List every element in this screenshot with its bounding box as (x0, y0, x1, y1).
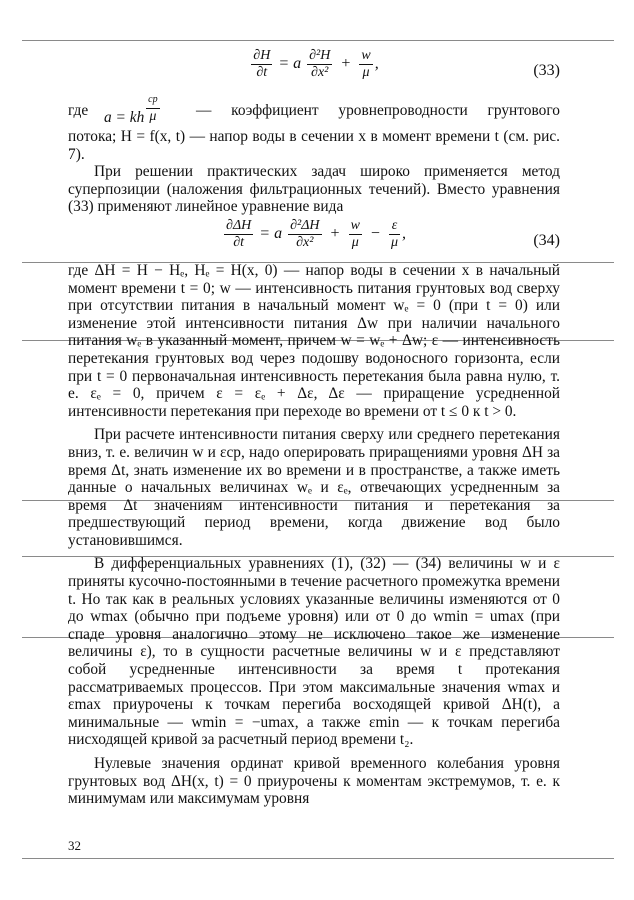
a-description: — коэффициент уровнепроводности грунтового (196, 102, 560, 119)
eq33-eq-a: = a (278, 55, 302, 73)
eq34-eps-over-mu: $\frac{\varepsilon}{\mu}$ (390, 217, 398, 250)
equation-33-formula (68, 48, 560, 81)
eq34-comma: , (401, 225, 406, 243)
top-rule (22, 40, 614, 41)
page-number: 32 (68, 838, 81, 853)
where-label: где (68, 102, 89, 119)
equation-34 (68, 218, 560, 262)
eq34-minus: − (370, 225, 380, 243)
equation-34-formula (68, 218, 560, 251)
eq34-eq-a: = a (259, 225, 283, 243)
eq34-lhs-fraction: $\frac{\partial\Delta H}{\partial t}$ (226, 217, 252, 250)
paragraph-variable-definitions: где ΔH = H − Hₑ, Hₑ = H(x, 0) — напор воды в сечении x в начальный момент времени t = 0; w — интенсивность питания грунтовых вод сверху при отсутствии питания в начальный момент wₑ = 0 (при t = 0) или изменение этой интенсивности питания Δw при наличии начального питания wₑ в указанный момент, причем w = wₑ + Δw; ε — интенсивность перетекания грунтовых вод через подошву водоносного горизонта, если при t = 0 первоначальная интенсивность перетекания была равна нулю, т. е. εₑ = 0, причем ε = εₑ + Δε, Δε — приращение усредненной интенсивности перетекания при переходе во времени от t ≤ 0 к t > 0. (68, 261, 560, 420)
eq34-plus: + (330, 225, 340, 243)
a-expression: a = kh $\frac{ср}{\mu}$ (104, 94, 158, 127)
where-a-definition (68, 92, 560, 128)
equation-34-number: (34) (533, 231, 560, 249)
eq33-comma: , (374, 55, 379, 73)
page-content (68, 48, 560, 808)
eq33-lhs-fraction: $\frac{\partial H}{\partial t}$ (253, 48, 271, 80)
eq33-w-over-mu: $\frac{w}{\mu}$ (361, 48, 371, 80)
eq33-second-derivative: $\frac{\text{∂²H}}{\text{∂x²}}$ (309, 48, 331, 80)
paragraph-head-definition: потока; H = f(x, t) — напор воды в сечении x в момент времени t (см. рис. 7). (68, 128, 560, 163)
paragraph-differential-equations: В дифференциальных уравнениях (1), (32) — (34) величины w и ε приняты кусочно-постоянными в течение расчетного промежутка времени t. Но так как в реальных условиях указанные величины изменяются от 0 до wmax (обычно при подъеме уровня) или от 0 до wmin = umax (при спаде уровня аналогично этому не исключено такое же изменение величины ε), то в сущности расчетные величины w и ε представляют собой усредненные интенсивности за время t протекания рассматриваемых процессов. При этом максимальные значения wmax и εmax приурочены к точкам перегиба восходящей кривой ΔH(t), а минимальные — wmin = −umax, а также εmin — к точкам перегиба нисходящей кривой за расчетный период времени t₂. (68, 555, 560, 749)
paragraph-superposition: При решении практических задач широко применяется метод суперпозиции (наложения фильтрационных течений). Вместо уравнения (33) применяют линейное уравнение вида (68, 163, 560, 216)
paragraph-zero-ordinates: Нулевые значения ординат кривой временного колебания уровня грунтовых вод ΔH(x, t) = 0 приурочены к моментам экстремумов, т. е. к минимумам или максимумам уровня (68, 755, 560, 808)
paragraph-recharge-calculation: При расчете интенсивности питания сверху или среднего перетекания вниз, т. е. величин w и εср, надо оперировать приращениями уровня ΔH за время Δt, знать изменение их во времени и в пространстве, а также иметь данные о начальных величинах wₑ и εₑ, отвечающих усредненным за время Δt значениям интенсивности питания и перетекания за предшествующий период времени, когда движение вод было установившимся. (68, 426, 560, 549)
eq33-plus: + (341, 55, 351, 73)
equation-33 (68, 48, 560, 92)
equation-33-number: (33) (533, 62, 560, 79)
a-fraction-denominator: $\frac{ср}{\mu}$ (148, 94, 158, 124)
eq34-second-derivative: $\frac{\text{∂²ΔH}}{\text{∂x²}}$ (290, 217, 320, 250)
bottom-rule (22, 858, 614, 859)
eq34-w-over-mu: $\frac{w}{\mu}$ (350, 217, 360, 250)
